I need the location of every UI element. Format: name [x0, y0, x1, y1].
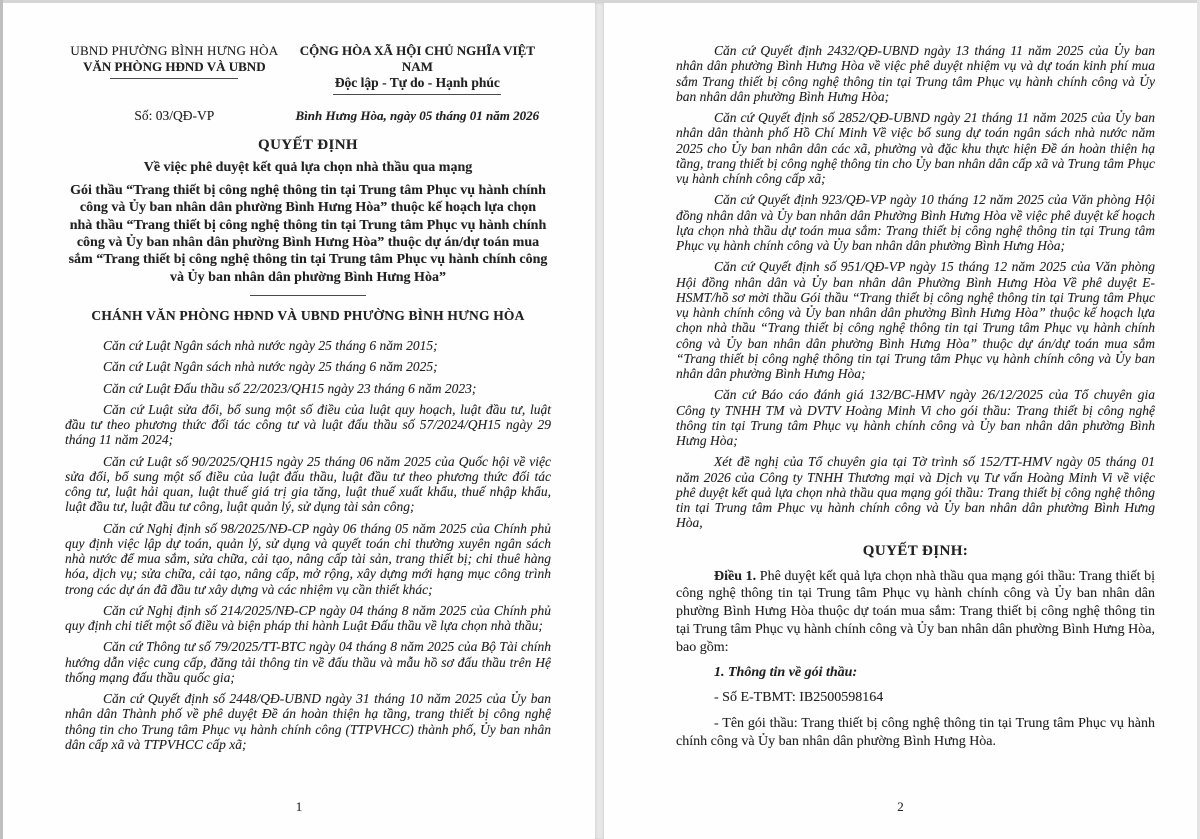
recital-paragraph: Căn cứ Luật Ngân sách nhà nước ngày 25 tháng 6 năm 2015; — [103, 338, 438, 354]
document-page-2 — [604, 3, 1197, 839]
proposal-paragraph: Xét đề nghị của Tổ chuyên gia tại Tờ trình số 152/TT-HMV ngày 05 tháng 01 năm 2026 của Công ty TNHH Thương mại và Dịch vụ Tư vấn Hoàng Minh Vi về việc phê duyệt kết quả lựa chọn nhà thầu qua mạng gói thầu: Trang thiết bị công nghệ thông tin tại Trung tâm Phục vụ hành chính công và Ủy ban nhân dân phường Bình Hưng Hòa, — [676, 454, 1155, 531]
recital-paragraph: Căn cứ Luật Đấu thầu số 22/2023/QH15 ngày 23 tháng 6 năm 2023; — [103, 380, 477, 396]
recital-paragraph: Căn cứ Luật sửa đổi, bổ sung một số điều của luật quy hoạch, luật đầu tư, luật đầu tư theo phương thức đối tác công tư và luật đấu thầu số 57/2024/QH15 ngày 29 tháng 11 năm 2024; — [65, 401, 551, 448]
recital-paragraph: Căn cứ Nghị định số 98/2025/NĐ-CP ngày 06 tháng 05 năm 2025 của Chính phủ quy định việc lập dự toán, quản lý, sử dụng và quyết toán chi thường xuyên ngân sách nhà nước để mua sắm, sửa chữa, cải tạo, nâng cấp tài sản, trang thiết bị; chi thuê hàng hóa, dịch vụ; sửa chữa, cải tạo, nâng cấp, mở rộng, xây dựng mới hạng mục công trình trong các dự án đã đầu tư xây dựng và các nhiệm vụ cần thiết khác; — [65, 520, 551, 597]
page-number: 2 — [897, 799, 904, 814]
scan-left-edge — [0, 0, 3, 839]
bid-notice-number: - Số E-TBMT: IB2500598164 — [714, 690, 884, 706]
section-1-heading: 1. Thông tin về gói thầu: — [714, 665, 858, 681]
recital-paragraph: Căn cứ Quyết định số 951/QĐ-VP ngày 15 tháng 12 năm 2025 của Văn phòng Hội đồng nhân dân và Ủy ban nhân dân Phường Bình Hưng Hòa Về phê duyệt E-HSMT/hồ sơ mời thầu Gói thầu “Trang thiết bị công nghệ thông tin tại Trung tâm Phục vụ hành chính công và Ủy ban nhân dân phường Bình Hưng Hòa” thuộc kế hoạch lựa chọn nhà thầu “Trang thiết bị công nghệ thông tin tại Trung tâm Phục vụ hành chính công và Ủy ban nhân dân phường Bình Hưng Hòa” thuộc dự án/dự toán mua sắm “Trang thiết bị công nghệ thông tin tại Trung tâm Phục vụ hành chính công và Ủy ban nhân dân phường Bình Hưng Hòa; — [676, 259, 1155, 381]
article-1-paragraph — [676, 568, 1155, 658]
recital-paragraph: Căn cứ Luật Ngân sách nhà nước ngày 25 tháng 6 năm 2025; — [103, 359, 438, 375]
authority-heading: CHÁNH VĂN PHÒNG HĐND VÀ UBND PHƯỜNG BÌNH HƯNG HÒA — [91, 308, 525, 324]
issuing-org-block — [65, 43, 284, 95]
national-title: CỘNG HÒA XÃ HỘI CHỦ NGHĨA VIỆT NAM — [299, 43, 535, 74]
article-1-label: Điều 1. — [714, 568, 757, 584]
recital-paragraph: Căn cứ Quyết định số 2448/QĐ-UBND ngày 31 tháng 10 năm 2025 của Ủy ban nhân dân Thành phố về phê duyệt Đề án hoàn thiện hạ tầng, trang thiết bị công nghệ thông tin cho Trung tâm Phục vụ hành chính công (TTPVHCC) thành phố, Ủy ban nhân dân cấp xã và TTPVHCC cấp xã; — [65, 691, 551, 752]
article-1-text: Phê duyệt kết quả lựa chọn nhà thầu qua mạng gói thầu: Trang thiết bị công nghệ thông tin tại Trung tâm Phục vụ hành chính công và Ủy ban nhân dân phường Bình Hưng Hòa thuộc dự toán mua sắm: Trang thiết bị công nghệ thông tin tại Trung tâm Phục vụ hành chính công và Ủy ban nhân dân phường Bình Hưng Hòa, bao gồm: — [676, 568, 1155, 656]
recital-paragraph: Căn cứ Quyết định 2432/QĐ-UBND ngày 13 tháng 11 năm 2025 của Ủy ban nhân dân phường Bình Hưng Hòa về việc phê duyệt nhiệm vụ và dự toán kinh phí mua sắm Trang thiết bị công nghệ thông tin tại Trung tâm Phục vụ hành chính công và Ủy ban nhân dân phường Bình Hưng Hòa; — [676, 43, 1155, 104]
recital-paragraph: Căn cứ Báo cáo đánh giá 132/BC-HMV ngày 26/12/2025 của Tổ chuyên gia Công ty TNHH TM và DVTV Hoàng Minh Vi cho gói thầu: Trang thiết bị công nghệ thông tin tại Trung tâm Phục vụ hành chính công và Ủy ban nhân dân phường Bình Hưng Hòa; — [676, 387, 1155, 448]
national-motto: Độc lập - Tự do - Hạnh phúc — [334, 75, 500, 90]
recital-paragraph: Căn cứ Luật số 90/2025/QH15 ngày 25 tháng 06 năm 2025 của Quốc hội về việc sửa đổi, bổ sung một số điều của luật đấu thầu, luật đầu tư theo phương thức đối tác công tư, luật hải quan, luật thuế giá trị gia tăng, luật thuế xuất khẩu, thuế nhập khẩu, luật đầu tư, luật đầu tư công, luật quản lý, sử dụng tài sản công; — [65, 453, 551, 515]
page1-header — [65, 43, 551, 95]
place-date-line: Bình Hưng Hòa, ngày 05 tháng 01 năm 2026 — [295, 108, 540, 123]
recital-paragraph: Căn cứ Quyết định 923/QĐ-VP ngày 10 tháng 12 năm 2025 của Văn phòng Hội đồng nhân dân và Ủy ban nhân dân Phường Bình Hưng Hòa về việc phê duyệt kế hoạch lựa chọn nhà thầu dự toán mua sắm: Trang thiết bị công nghệ thông tin tại Trung tâm Phục vụ hành chính công và Ủy ban nhân dân phường Bình Hưng Hòa; — [676, 192, 1155, 253]
underline-rule — [333, 94, 501, 95]
recital-paragraph: Căn cứ Nghị định số 214/2025/NĐ-CP ngày 04 tháng 8 năm 2025 của Chính phủ quy định chi tiết một số điều và biện pháp thi hành Luật Đấu thầu về lựa chọn nhà thầu; — [65, 602, 551, 634]
page2-recitals — [676, 43, 1155, 531]
underline-rule — [110, 78, 238, 79]
national-motto-block — [284, 43, 551, 95]
page1-recitals — [65, 338, 551, 752]
issuing-org-parent: UBND PHƯỜNG BÌNH HƯNG HÒA — [70, 43, 279, 58]
issuing-org-name: VĂN PHÒNG HĐND VÀ UBND — [83, 59, 266, 74]
separator-rule — [250, 295, 366, 296]
recital-paragraph: Căn cứ Thông tư số 79/2025/TT-BTC ngày 04 tháng 8 năm 2025 của Bộ Tài chính hướng dẫn việc cung cấp, đăng tải thông tin về đấu thầu và mẫu hồ sơ đấu thầu trên Hệ thống mạng đấu thầu quốc gia; — [65, 639, 551, 685]
document-page-1 — [3, 3, 595, 839]
document-number: Số: 03/QĐ-VP — [134, 108, 215, 123]
page-number: 1 — [295, 799, 303, 814]
document-spread — [3, 3, 1197, 839]
document-subtitle: Về việc phê duyệt kết quả lựa chọn nhà thầu qua mạng — [143, 160, 473, 175]
bid-package-name: - Tên gói thầu: Trang thiết bị công nghệ thông tin tại Trung tâm Phục vụ hành chính công và Ủy ban nhân dân phường Bình Hưng Hòa. — [676, 715, 1155, 749]
package-title-paragraph: Gói thầu “Trang thiết bị công nghệ thông tin tại Trung tâm Phục vụ hành chính công và Ủy ban nhân dân phường Bình Hưng Hòa” thuộc kế hoạch lựa chọn nhà thầu “Trang thiết bị công nghệ thông tin tại Trung tâm Phục vụ hành chính công và Ủy ban nhân dân phường Bình Hưng Hòa” thuộc dự án/dự toán mua sắm “Trang thiết bị công nghệ thông tin tại Trung tâm Phục vụ hành chính công và Ủy ban nhân dân phường Bình Hưng Hòa” — [68, 183, 548, 285]
recital-paragraph: Căn cứ Quyết định số 2852/QĐ-UBND ngày 21 tháng 11 năm 2025 của Ủy ban nhân dân thành phố Hồ Chí Minh Về việc bổ sung dự toán ngân sách nhà nước năm 2025 cho Ủy ban nhân dân các xã, phường và đặc khu thực hiện Đề án hoàn thiện hạ tầng, trang thiết bị công nghệ thông tin cho Ủy ban nhân dân cấp xã và Trung tâm Phục vụ hành chính công cấp xã; — [676, 110, 1155, 186]
document-title: QUYẾT ĐỊNH — [258, 137, 358, 153]
scan-top-edge — [0, 0, 1200, 3]
decision-heading: QUYẾT ĐỊNH: — [862, 542, 969, 559]
page-gutter — [595, 3, 604, 839]
page1-subheader — [65, 108, 551, 124]
